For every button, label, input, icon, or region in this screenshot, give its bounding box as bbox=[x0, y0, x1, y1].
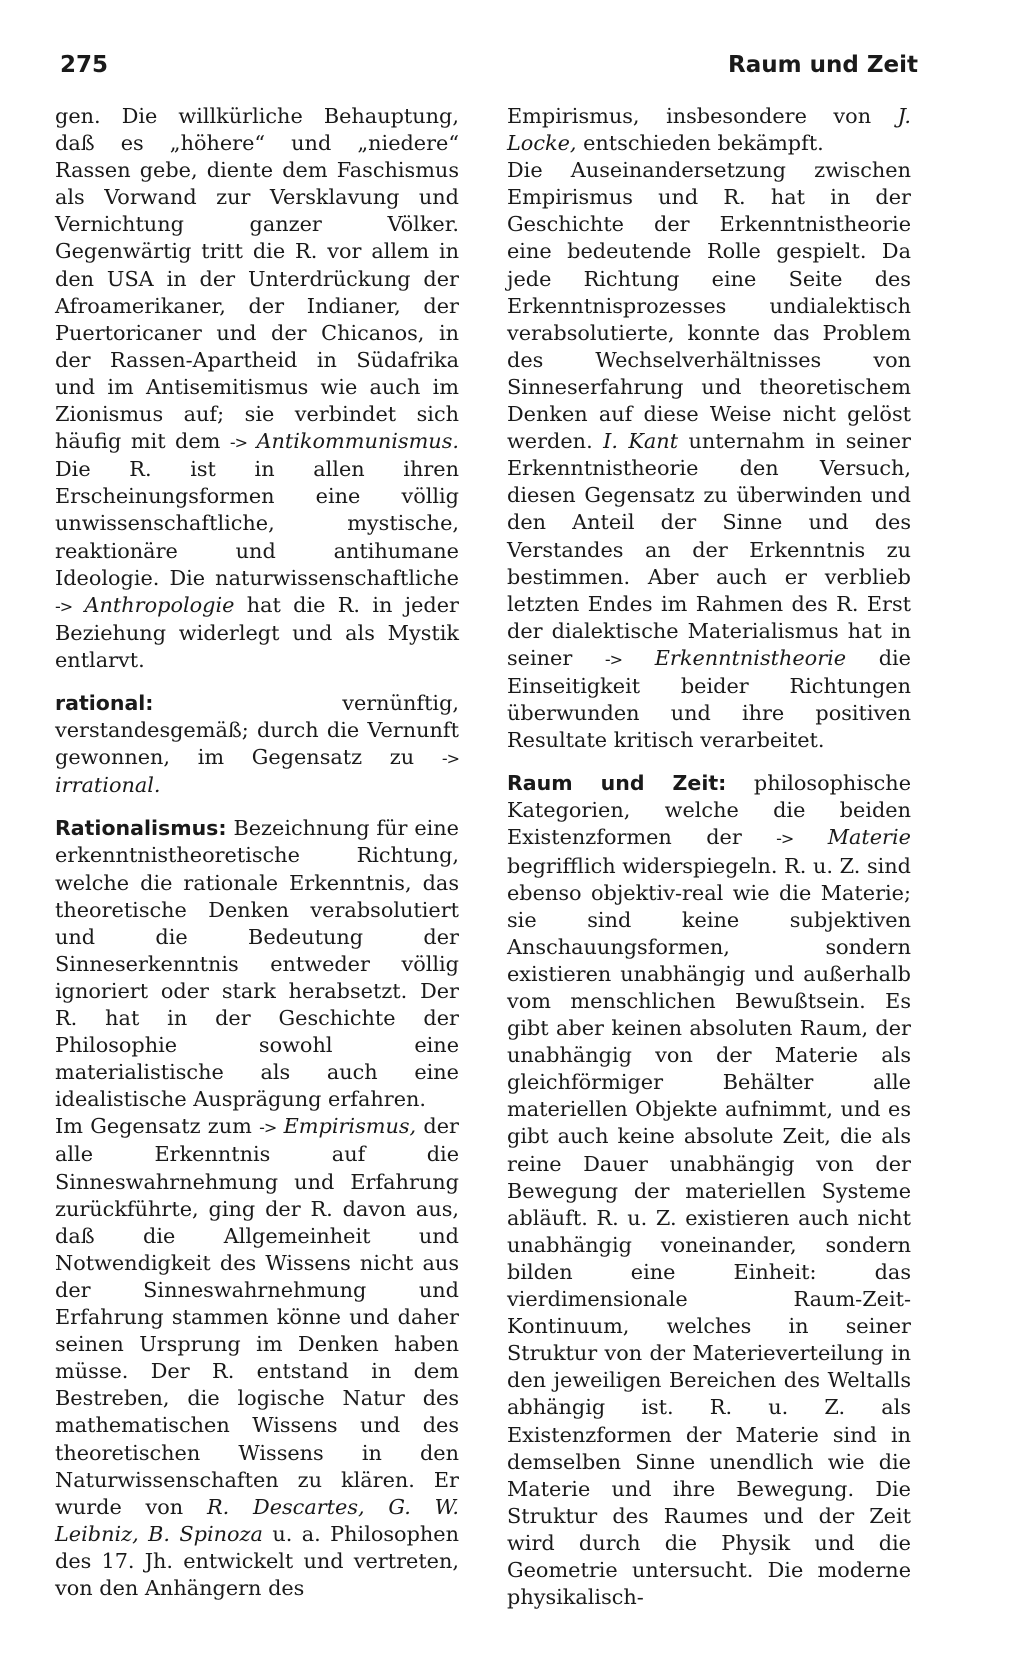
cross-reference-link[interactable]: irrational. bbox=[55, 773, 161, 798]
cross-reference-link[interactable]: Materie bbox=[827, 825, 911, 850]
paragraph-rasse-continued bbox=[55, 103, 459, 674]
paragraph-rationalismus-continued bbox=[507, 103, 911, 157]
cross-reference-arrow-icon: -> bbox=[55, 596, 73, 616]
paragraph-auseinandersetzung bbox=[507, 157, 911, 754]
entry-raum-und-zeit bbox=[507, 770, 911, 1611]
text: hat die R. in jeder Beziehung widerlegt und als Mystik entlarvt. bbox=[55, 592, 459, 672]
text: Die Auseinandersetzung zwischen Empirismus und R. hat in der Geschichte der Erkenntnistheorie eine bedeutende Rolle gespielt. Da jede Richtung eine Seite des Erkenntnisprozesses undialektisch verabsolutierte, konnte das Problem des Wechselverhältnisses von Sinneserfahrung und theoretischem Denken auf diese Weise nicht gelöst werden. bbox=[507, 158, 911, 454]
text: unternahm in seiner Erkenntnistheorie den Versuch, diesen Gegensatz zu überwinden und den Anteil der Sinne und des Verstandes an der Erkenntnis zu bestimmen. Aber auch er verblieb letzten Endes im Rahmen des R. Erst der dialektische Materialismus hat in seiner bbox=[507, 429, 911, 670]
cross-reference-link[interactable]: Erkenntnistheorie bbox=[654, 645, 847, 670]
text: philosophische Kategorien, welche die beiden Existenzformen der bbox=[507, 771, 911, 850]
person-name: I. Kant bbox=[603, 429, 679, 454]
cross-reference-arrow-icon: -> bbox=[259, 1118, 277, 1138]
text: Empirismus, insbesondere von bbox=[507, 104, 898, 128]
left-column bbox=[55, 103, 459, 1602]
cross-reference-link[interactable]: Antikommunismus. bbox=[256, 429, 459, 454]
cross-reference-arrow-icon: -> bbox=[441, 749, 459, 769]
entry-rationalismus bbox=[55, 815, 459, 1113]
cross-reference-link[interactable]: Empirismus, bbox=[283, 1114, 417, 1139]
entry-rational bbox=[55, 690, 459, 799]
person-name: J. Locke, bbox=[507, 104, 911, 156]
entry-term: Raum und Zeit: bbox=[507, 771, 727, 796]
right-column bbox=[507, 103, 911, 1611]
page-number: 275 bbox=[60, 52, 109, 78]
text: Bezeichnung für eine erkenntnistheoretische Richtung, welche die rationale Erkenntnis, das theoretische Denken verabsolutiert und die Bedeutung der Sinneserkenntnis entweder völlig ignoriert oder stark herabsetzt. Der R. hat in der Geschichte der Philosophie sowohl eine materialistische als auch eine idealistische Ausprägung erfahren. bbox=[55, 816, 459, 1112]
entry-term: rational: bbox=[55, 690, 154, 715]
text: begrifflich widerspiegeln. R. u. Z. sind ebenso objektiv-real wie die Materie; sie sind keine subjektiven Anschauungsformen, sondern existieren unabhängig und außerhalb vom menschlichen Bewußtsein. Es gibt aber keinen absoluten Raum, der unabhängig von der Materie als gleichförmiger Behälter alle materiellen Objekte aufnimmt, und es gibt auch keine absolute Zeit, die als reine Dauer unabhängig von der Bewegung der materiellen Systeme abläuft. R. u. Z. existieren auch nicht unabhängig voneinander, sondern bilden eine Einheit: das vierdimensionale Raum-Zeit-Kontinuum, welches in seiner Struktur von der Materieverteilung in den jeweiligen Bereichen des Weltalls abhängig ist. R. u. Z. als Existenzformen der Materie sind in demselben Sinne unendlich wie die Materie und ihre Bewegung. Die Struktur des Raumes und der Zeit wird durch die Physik und die Geometrie untersucht. Die moderne physikalisch- bbox=[507, 853, 911, 1610]
text: der alle Erkenntnis auf die Sinneswahrnehmung und Erfahrung zurückführte, ging der R. davon aus, daß die Allgemeinheit und Notwendigkeit des Wissens nicht aus der Sinneswahrnehmung und Erfahrung stammen könne und daher seinen Ursprung im Denken haben müsse. Der R. entstand in dem Bestreben, die logische Natur des mathematischen Wissens und des theoretischen Wissens in den Naturwissenschaften zu klären. Er wurde von bbox=[55, 1114, 459, 1519]
cross-reference-arrow-icon: -> bbox=[229, 433, 248, 453]
text: gen. Die willkürliche Behauptung, daß es „höhere“ und „niedere“ Rassen gebe, diente dem Faschismus als Vorwand zur Versklavung und Vernichtung ganzer Völker. Gegenwärtig tritt die R. vor allem in den USA in der Unterdrückung der Afroamerikaner, der Indianer, der Puertoricaner und der Chicanos, in der Rassen-Apartheid in Südafrika und im Antisemitismus wie auch im Zionismus auf; sie verbindet sich häufig mit dem bbox=[55, 104, 459, 454]
cross-reference-arrow-icon: -> bbox=[604, 649, 623, 669]
text: u. a. Philosophen des 17. Jh. entwickelt und vertreten, von den Anhängern des bbox=[55, 1521, 459, 1600]
text: Die R. ist in allen ihren Erscheinungsformen eine völlig unwissenschaftliche, mystische, reaktionäre und antihumane Ideologie. Die naturwissenschaftliche bbox=[55, 457, 459, 590]
text: die Einseitigkeit beider Richtungen überwunden und ihre positiven Resultate kritisch verarbeitet. bbox=[507, 645, 911, 753]
person-names: R. Descartes, G. W. Leibniz, B. Spinoza bbox=[55, 1494, 459, 1546]
text: vernünftig, verstandesgemäß; durch die Vernunft gewonnen, im Gegensatz zu bbox=[55, 690, 459, 770]
paragraph-rationalismus-2 bbox=[55, 1113, 459, 1602]
running-head: Raum und Zeit bbox=[728, 52, 918, 78]
text: Im Gegensatz zum bbox=[55, 1114, 252, 1139]
entry-term: Rationalismus: bbox=[55, 816, 227, 841]
cross-reference-link[interactable]: Anthropologie bbox=[84, 592, 235, 617]
cross-reference-arrow-icon: -> bbox=[776, 829, 794, 849]
text: entschieden bekämpft. bbox=[576, 131, 824, 156]
